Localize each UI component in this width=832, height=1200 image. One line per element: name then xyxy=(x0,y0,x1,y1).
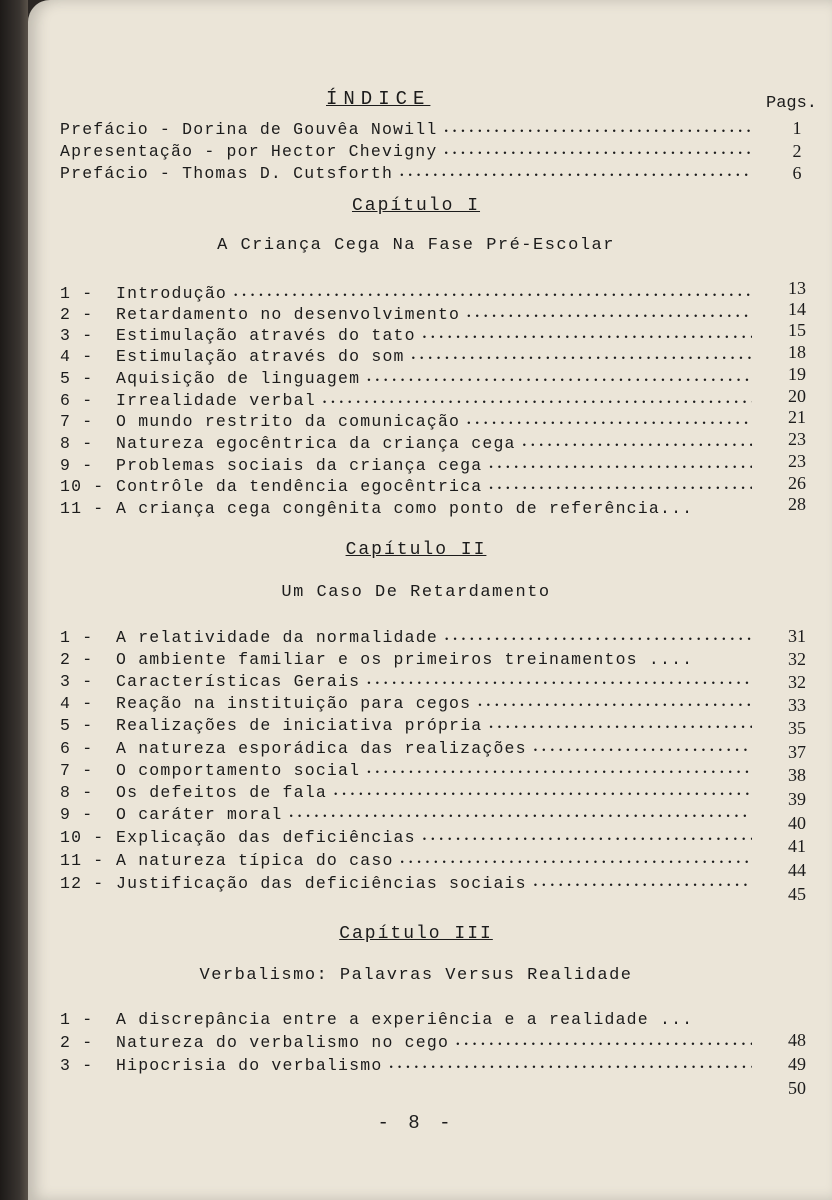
toc-entry-number: 10 - xyxy=(60,828,105,847)
toc-entry xyxy=(60,874,752,896)
toc-entry xyxy=(60,142,752,164)
toc-entry-title: A discrepância entre a experiência e a realidade ... xyxy=(116,1010,694,1029)
toc-entry-page: 50 xyxy=(788,1078,806,1098)
toc-entry-number: 1 - xyxy=(60,1010,94,1029)
leader-dots xyxy=(488,477,752,496)
leader-dots xyxy=(443,142,752,161)
toc-entry-title: Prefácio - Dorina de Gouvêa Nowill xyxy=(60,120,438,139)
toc-entry-page: 31 xyxy=(788,626,806,646)
toc-entry xyxy=(60,672,752,694)
toc-entry xyxy=(60,456,752,478)
leader-dots xyxy=(322,391,752,410)
toc-entry-number: 2 - xyxy=(60,305,94,324)
leader-dots xyxy=(477,694,752,713)
toc-entry-number: 5 - xyxy=(60,716,94,735)
toc-entry xyxy=(60,1033,752,1055)
toc-entry-number: 8 - xyxy=(60,434,94,453)
toc-entry xyxy=(60,369,752,391)
leader-dots xyxy=(333,783,752,802)
toc-entry xyxy=(60,391,752,413)
toc-entry-page: 21 xyxy=(788,407,806,427)
chapter-subtitle: Um Caso De Retardamento xyxy=(281,583,551,602)
toc-entry-page: 20 xyxy=(788,386,806,406)
toc-entry-title: Irrealidade verbal xyxy=(116,391,316,410)
leader-dots xyxy=(443,120,752,139)
toc-entry-title: A criança cega congênita como ponto de referência... xyxy=(116,499,694,518)
toc-entry-title: Problemas sociais da criança cega xyxy=(116,456,483,475)
leader-dots xyxy=(444,628,752,647)
toc-entry-title: Os defeitos de fala xyxy=(116,783,327,802)
toc-entry-title: Características Gerais xyxy=(116,672,361,691)
toc-entry-number: 10 - xyxy=(60,477,105,496)
toc-entry xyxy=(60,739,752,761)
toc-entry-title: O comportamento social xyxy=(116,761,361,780)
toc-entry-page: 45 xyxy=(788,884,806,904)
toc-entry-number: 3 - xyxy=(60,1056,94,1075)
toc-entry-title: A natureza esporádica das realizações xyxy=(116,739,527,758)
leader-dots xyxy=(411,347,752,366)
toc-entry-title: O mundo restrito da comunicação xyxy=(116,412,461,431)
chapter-heading: Capítulo II xyxy=(345,540,487,560)
toc-entry-title: Estimulação através do som xyxy=(116,347,405,366)
toc-entry-title: A relatividade da normalidade xyxy=(116,628,438,647)
chapter-heading: Capítulo III xyxy=(339,924,493,944)
toc-entry-page: 32 xyxy=(788,649,806,669)
toc-entry-page: 13 xyxy=(788,278,806,298)
leader-dots xyxy=(533,739,752,758)
chapter-subtitle: Verbalismo: Palavras Versus Realidade xyxy=(199,966,633,985)
toc-entry-page: 23 xyxy=(788,451,806,471)
toc-entry xyxy=(60,851,752,873)
leader-dots xyxy=(488,456,752,475)
toc-entry xyxy=(60,628,752,650)
toc-entry-number: 7 - xyxy=(60,412,94,431)
toc-entry xyxy=(60,783,752,805)
toc-entry xyxy=(60,499,752,521)
toc-entry-number: 2 - xyxy=(60,650,94,669)
toc-entry xyxy=(60,805,752,827)
toc-entry-page: 15 xyxy=(788,320,806,340)
toc-entry xyxy=(60,434,752,456)
toc-entry-number: 5 - xyxy=(60,369,94,388)
toc-entry-number: 3 - xyxy=(60,326,94,345)
leader-dots xyxy=(233,284,752,303)
toc-entry-number: 9 - xyxy=(60,805,94,824)
toc-entry-title: A natureza típica do caso xyxy=(116,851,394,870)
toc-entry-title: Apresentação - por Hector Chevigny xyxy=(60,142,438,161)
toc-entry-page: 2 xyxy=(792,141,802,161)
leader-dots xyxy=(399,164,752,183)
leader-dots xyxy=(522,434,752,453)
toc-entry xyxy=(60,1010,752,1032)
toc-entry-page: 37 xyxy=(788,742,806,762)
toc-entry-page: 18 xyxy=(788,342,806,362)
toc-entry-title: O ambiente familiar e os primeiros treinamentos .... xyxy=(116,650,694,669)
toc-entry-page: 48 xyxy=(788,1030,806,1050)
toc-entry-number: 6 - xyxy=(60,391,94,410)
toc-entry-title: Explicação das deficiências xyxy=(116,828,416,847)
toc-entry-page: 6 xyxy=(792,163,802,183)
toc-entry-number: 11 - xyxy=(60,851,105,870)
toc-entry-page: 14 xyxy=(788,299,806,319)
chapter-subtitle: A Criança Cega Na Fase Pré-Escolar xyxy=(217,236,615,255)
toc-entry xyxy=(60,305,752,327)
toc-entry-title: Realizações de iniciativa própria xyxy=(116,716,483,735)
toc-entry-page: 23 xyxy=(788,429,806,449)
toc-entry-number: 8 - xyxy=(60,783,94,802)
leader-dots xyxy=(366,761,752,780)
leader-dots xyxy=(488,716,752,735)
toc-entry xyxy=(60,284,752,306)
toc-entry-title: O caráter moral xyxy=(116,805,283,824)
toc-entry xyxy=(60,326,752,348)
toc-entry xyxy=(60,761,752,783)
toc-entry-page: 49 xyxy=(788,1054,806,1074)
toc-entry xyxy=(60,120,752,142)
toc-entry-number: 1 - xyxy=(60,284,94,303)
toc-entry xyxy=(60,650,752,672)
toc-entry-number: 1 - xyxy=(60,628,94,647)
leader-dots xyxy=(422,326,752,345)
pages-column-label: Pags. xyxy=(766,94,818,113)
toc-entry-number: 11 - xyxy=(60,499,105,518)
toc-entry-number: 3 - xyxy=(60,672,94,691)
toc-entry-title: Natureza egocêntrica da criança cega xyxy=(116,434,516,453)
leader-dots xyxy=(388,1056,752,1075)
toc-entry-page: 40 xyxy=(788,813,806,833)
toc-entry-title: Introdução xyxy=(116,284,228,303)
leader-dots xyxy=(455,1033,752,1052)
leader-dots xyxy=(466,305,752,324)
toc-entry-title: Contrôle da tendência egocêntrica xyxy=(116,477,483,496)
toc-entry-page: 41 xyxy=(788,836,806,856)
toc-entry-page: 1 xyxy=(792,118,802,138)
leader-dots xyxy=(289,805,752,824)
leader-dots xyxy=(466,412,752,431)
toc-entry-number: 9 - xyxy=(60,456,94,475)
toc-entry-page: 44 xyxy=(788,860,806,880)
toc-entry-title: Justificação das deficiências sociais xyxy=(116,874,527,893)
toc-entry-title: Estimulação através do tato xyxy=(116,326,416,345)
toc-entry-page: 19 xyxy=(788,364,806,384)
leader-dots xyxy=(533,874,752,893)
toc-entry-number: 4 - xyxy=(60,347,94,366)
toc-entry xyxy=(60,716,752,738)
leader-dots xyxy=(366,672,752,691)
toc-entry-title: Natureza do verbalismo no cego xyxy=(116,1033,450,1052)
page-footer-number: - 8 - xyxy=(377,1112,455,1134)
toc-entry-number: 7 - xyxy=(60,761,94,780)
toc-entry-number: 2 - xyxy=(60,1033,94,1052)
toc-entry xyxy=(60,477,752,499)
toc-entry-page: 39 xyxy=(788,789,806,809)
toc-entry-page: 38 xyxy=(788,765,806,785)
toc-entry-title: Reação na instituição para cegos xyxy=(116,694,472,713)
toc-entry-number: 12 - xyxy=(60,874,105,893)
toc-entry xyxy=(60,164,752,186)
page-title: ÍNDICE xyxy=(326,88,431,110)
toc-entry xyxy=(60,347,752,369)
toc-entry-page: 35 xyxy=(788,718,806,738)
chapter-heading: Capítulo I xyxy=(351,196,481,216)
toc-entry-page: 33 xyxy=(788,695,806,715)
toc-entry xyxy=(60,828,752,850)
toc-entry xyxy=(60,694,752,716)
toc-entry-number: 6 - xyxy=(60,739,94,758)
toc-entry-number: 4 - xyxy=(60,694,94,713)
toc-entry-title: Aquisição de linguagem xyxy=(116,369,361,388)
toc-entry xyxy=(60,1056,752,1078)
toc-entry xyxy=(60,412,752,434)
toc-entry-title: Prefácio - Thomas D. Cutsforth xyxy=(60,164,394,183)
leader-dots xyxy=(400,851,752,870)
toc-entry-page: 28 xyxy=(788,494,806,514)
leader-dots xyxy=(422,828,752,847)
toc-entry-title: Hipocrisia do verbalismo xyxy=(116,1056,383,1075)
toc-entry-title: Retardamento no desenvolvimento xyxy=(116,305,461,324)
leader-dots xyxy=(366,369,752,388)
toc-entry-page: 26 xyxy=(788,473,806,493)
toc-entry-page: 32 xyxy=(788,672,806,692)
